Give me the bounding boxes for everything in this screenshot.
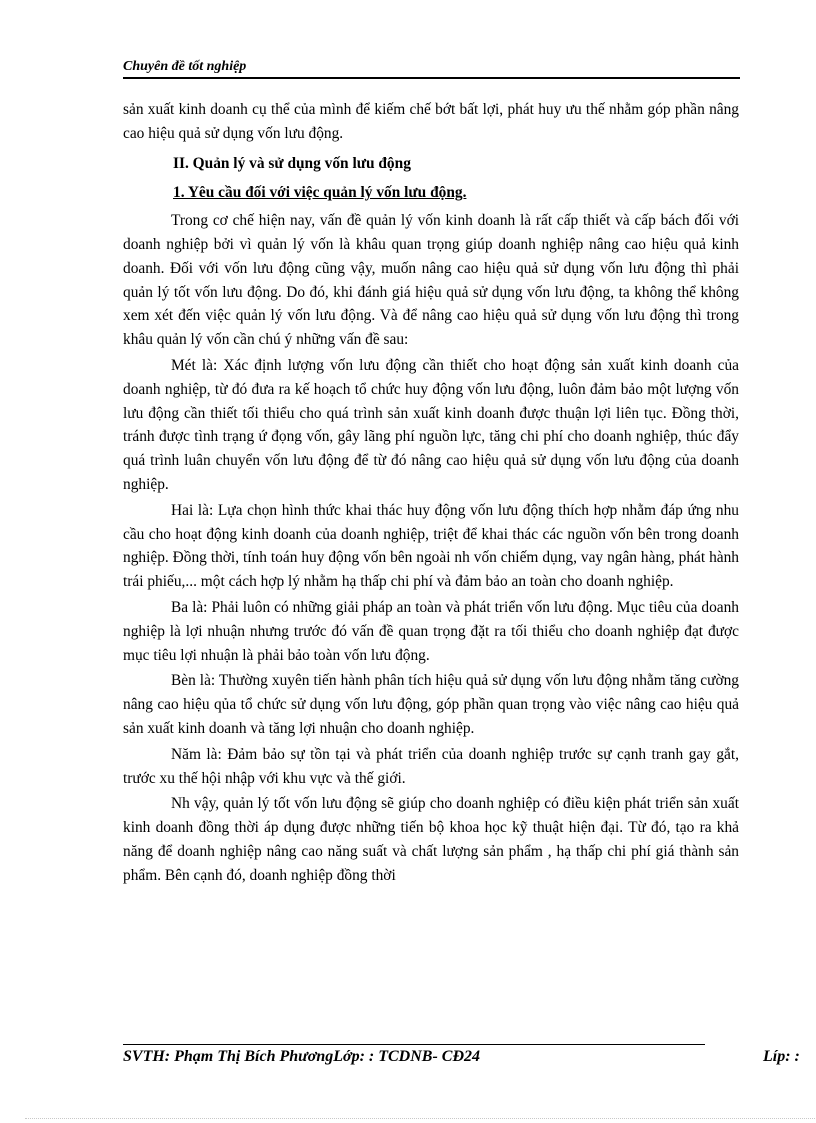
footer-class-label: Líp: : [763, 1048, 800, 1065]
paragraph-point-four: Bèn là: Thường xuyên tiến hành phân tích hiệu quả sử dụng vốn lưu động nhằm tăng cường nâng cao hiệu qủa tổ chức sử dụng vốn lưu động, góp phần quan trọng vào việc nâng cao hiệu quả sản xuất kinh doanh và tăng lợi nhuận cho doanh nghiệp. [123, 672, 739, 737]
footer-student-info: SVTH: Phạm Thị Bích PhươngLớp: : TCDNB- CĐ24 [123, 1048, 481, 1065]
document-body [123, 98, 739, 890]
subsection-title-text: 1. Yêu cầu đối với việc quản lý vốn lưu động. [173, 184, 467, 202]
paragraph-management-overview: Trong cơ chế hiện nay, vấn đề quản lý vốn kinh doanh là rất cấp thiết và cấp bách đối với doanh nghiệp bởi vì quản lý vốn là khâu quan trọng giúp doanh nghiệp nâng cao hiệu quả kinh doanh. Đối với vốn lưu động cũng vậy, muốn nâng cao hiệu quả sử dụng vốn lưu động thì phải quản lý tốt vốn lưu động. Do đó, khi đánh giá hiệu quả sử dụng vốn lưu động, ta không thể không xem xét đến việc quản lý vốn lưu động. Và để nâng cao hiệu quả sử dụng vốn lưu động thì trong khâu quản lý vốn cần chú ý những vấn đề sau: [123, 212, 739, 349]
page-bottom-border [25, 1118, 815, 1119]
paragraph-point-two: Hai là: Lựa chọn hình thức khai thác huy động vốn lưu động thích hợp nhằm đáp ứng nhu cầu cho hoạt động kinh doanh của doanh nghiệp, triệt để khai thác các nguồn vốn bên trong doanh nghiệp. Đồng thời, tính toán huy động vốn bên ngoài nh vốn chiếm dụng, vay ngân hàng, phát hành trái phiếu,... một cách hợp lý nhằm hạ thấp chi phí và đảm bảo an toàn cho doanh nghiệp. [123, 501, 739, 591]
header-title: Chuyên đề tốt nghiệp [123, 59, 247, 74]
subsection-title [123, 181, 739, 205]
paragraph-point-three: Ba là: Phải luôn có những giải pháp an toàn và phát triển vốn lưu động. Mục tiêu của doanh nghiệp là lợi nhuận nhưng trước đó vấn đề quan trọng đặt ra tối thiểu cho doanh nghiệp đạt được mục tiêu lợi nhuận là phải bảo toàn vốn lưu động. [123, 598, 739, 664]
paragraph-conclusion: Nh vậy, quản lý tốt vốn lưu động sẽ giúp cho doanh nghiệp có điều kiện phát triển sản xuất kinh doanh đồng thời áp dụng được những tiến bộ khoa học kỹ thuật hiện đại. Từ đó, tạo ra khả năng để doanh nghiệp nâng cao năng suất và chất lượng sản phẩm , hạ thấp chi phí giá thành sản phẩm. Bên cạnh đó, doanh nghiệp đồng thời [123, 795, 739, 884]
paragraph-point-one: Mét là: Xác định lượng vốn lưu động cần thiết cho hoạt động sản xuất kinh doanh của doanh nghiệp, từ đó đưa ra kế hoạch tổ chức huy động vốn lưu động, luôn đảm bảo một lượng vốn lưu động cần thiết tối thiểu cho quá trình sản xuất kinh doanh được thuận lợi liên tục. Đồng thời, tránh được tình trạng ứ đọng vốn, gây lãng phí nguồn lực, tăng chi phí cho doanh nghiệp, thúc đẩy quá trình luân chuyển vốn lưu động để từ đó nâng cao hiệu quả sử dụng vốn lưu động của doanh nghiệp. [123, 356, 739, 493]
section-title: II. Quản lý và sử dụng vốn lưu động [173, 154, 411, 172]
paragraph-point-five: Năm là: Đảm bảo sự tồn tại và phát triển của doanh nghiệp trước sự cạnh tranh gay gắt, trước xu thế hội nhập với khu vực và thế giới. [123, 745, 739, 787]
paragraph-intro: sản xuất kinh doanh cụ thể của mình để kiếm chế bớt bất lợi, phát huy ưu thế nhằm góp phần nâng cao hiệu quả sử dụng vốn lưu động. [123, 101, 739, 142]
footer-divider [123, 1044, 705, 1045]
page-header [123, 59, 740, 79]
